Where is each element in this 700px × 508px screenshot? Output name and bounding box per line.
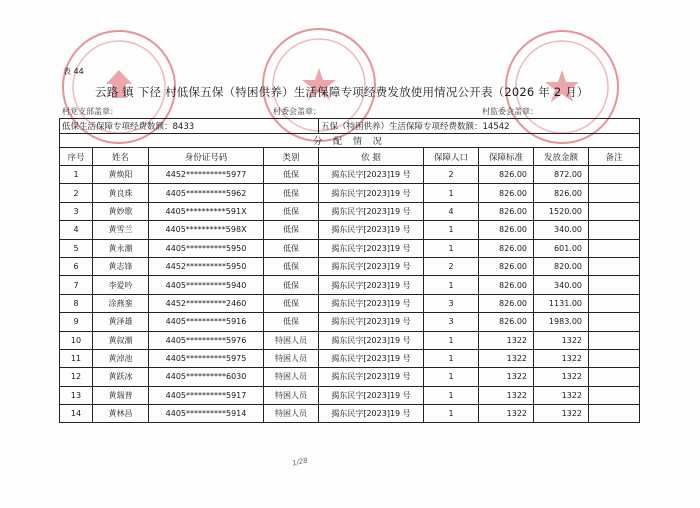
paid-amount: 826.00	[534, 184, 589, 202]
benefit-standard: 1322	[479, 331, 534, 349]
paid-amount: 872.00	[534, 166, 589, 184]
id-number: 4405**********598X	[149, 221, 264, 239]
table-row	[60, 294, 640, 312]
covered-people: 1	[424, 276, 479, 294]
table-row	[60, 257, 640, 275]
table-row	[60, 202, 640, 220]
row-number: 14	[60, 405, 93, 423]
column-header: 备注	[589, 148, 640, 166]
paid-amount: 820.00	[534, 257, 589, 275]
row-number: 5	[60, 239, 93, 257]
basis-document: 揭东民字[2023]19 号	[319, 368, 424, 386]
remark	[589, 257, 640, 275]
paid-amount: 601.00	[534, 239, 589, 257]
remark	[589, 276, 640, 294]
paid-amount: 340.00	[534, 221, 589, 239]
covered-people: 3	[424, 294, 479, 312]
category: 特困人员	[264, 331, 319, 349]
id-number: 4405**********6030	[149, 368, 264, 386]
id-number: 4405**********5962	[149, 184, 264, 202]
covered-people: 1	[424, 331, 479, 349]
village-seal-label: 村委会盖章：	[273, 107, 321, 116]
id-number: 4405**********5976	[149, 331, 264, 349]
row-number: 4	[60, 221, 93, 239]
allocation-table	[59, 118, 640, 423]
row-number: 9	[60, 313, 93, 331]
remark	[589, 368, 640, 386]
category: 低保	[264, 184, 319, 202]
basis-document: 揭东民字[2023]19 号	[319, 166, 424, 184]
basis-document: 揭东民字[2023]19 号	[319, 386, 424, 404]
remark	[589, 202, 640, 220]
id-number: 4405**********5917	[149, 386, 264, 404]
basis-document: 揭东民字[2023]19 号	[319, 294, 424, 312]
column-header: 身份证号码	[149, 148, 264, 166]
person-name: 涂燕銮	[93, 294, 149, 312]
benefit-standard: 826.00	[479, 184, 534, 202]
category: 低保	[264, 221, 319, 239]
basis-document: 揭东民字[2023]19 号	[319, 313, 424, 331]
paid-amount: 1520.00	[534, 202, 589, 220]
id-number: 4452**********5950	[149, 257, 264, 275]
remark	[589, 221, 640, 239]
paid-amount: 1322	[534, 331, 589, 349]
table-row	[60, 276, 640, 294]
remark	[589, 313, 640, 331]
page-title: 云路 镇 下径 村低保五保（特困供养）生活保障专项经费发放使用情况公开表（2026 年 2 月）	[95, 85, 589, 99]
benefit-standard: 826.00	[479, 294, 534, 312]
dibao-fund-amount: 低保生活保障专项经费数额：8433	[60, 119, 319, 134]
remark	[589, 386, 640, 404]
party-seal-label: 村党支部盖章：	[62, 107, 118, 116]
category: 特困人员	[264, 368, 319, 386]
remark	[589, 166, 640, 184]
basis-document: 揭东民字[2023]19 号	[319, 202, 424, 220]
basis-document: 揭东民字[2023]19 号	[319, 276, 424, 294]
paid-amount: 1322	[534, 368, 589, 386]
row-number: 8	[60, 294, 93, 312]
paid-amount: 1322	[534, 405, 589, 423]
basis-document: 揭东民字[2023]19 号	[319, 184, 424, 202]
person-name: 黄淖池	[93, 349, 149, 367]
paid-amount: 1131.00	[534, 294, 589, 312]
row-number: 3	[60, 202, 93, 220]
category: 特困人员	[264, 386, 319, 404]
id-number: 4405**********5916	[149, 313, 264, 331]
person-name: 黄良珠	[93, 184, 149, 202]
benefit-standard: 826.00	[479, 221, 534, 239]
category: 特困人员	[264, 349, 319, 367]
basis-document: 揭东民字[2023]19 号	[319, 331, 424, 349]
covered-people: 4	[424, 202, 479, 220]
row-number: 7	[60, 276, 93, 294]
table-row	[60, 166, 640, 184]
person-name: 黄志锋	[93, 257, 149, 275]
category: 特困人员	[264, 405, 319, 423]
benefit-standard: 826.00	[479, 257, 534, 275]
covered-people: 1	[424, 349, 479, 367]
section-header: 分 配 情 况	[60, 134, 640, 148]
remark	[589, 405, 640, 423]
section-header-row	[60, 134, 640, 148]
row-number: 11	[60, 349, 93, 367]
id-number: 4405**********5940	[149, 276, 264, 294]
person-name: 黄雪兰	[93, 221, 149, 239]
category: 低保	[264, 202, 319, 220]
column-header: 依 据	[319, 148, 424, 166]
remark	[589, 239, 640, 257]
benefit-standard: 826.00	[479, 202, 534, 220]
benefit-standard: 1322	[479, 368, 534, 386]
table-row	[60, 405, 640, 423]
id-number: 4405**********5914	[149, 405, 264, 423]
basis-document: 揭东民字[2023]19 号	[319, 257, 424, 275]
supervision-seal-label: 村监委会盖章：	[482, 107, 538, 116]
covered-people: 1	[424, 368, 479, 386]
covered-people: 1	[424, 405, 479, 423]
table-row	[60, 239, 640, 257]
person-name: 黄瑞普	[93, 386, 149, 404]
row-number: 10	[60, 331, 93, 349]
sheet-label: 表 44	[63, 67, 84, 76]
row-number: 12	[60, 368, 93, 386]
wubao-fund-amount: 五保（特困供养）生活保障专项经费数额：14542	[319, 119, 640, 134]
handwritten-mark: 1/28	[291, 456, 309, 468]
table-row	[60, 313, 640, 331]
paid-amount: 340.00	[534, 276, 589, 294]
basis-document: 揭东民字[2023]19 号	[319, 239, 424, 257]
table-row	[60, 221, 640, 239]
covered-people: 1	[424, 386, 479, 404]
column-header: 发放金额	[534, 148, 589, 166]
id-number: 4405**********5975	[149, 349, 264, 367]
person-name: 黄焕阳	[93, 166, 149, 184]
id-number: 4452**********5977	[149, 166, 264, 184]
paid-amount: 1322	[534, 386, 589, 404]
category: 低保	[264, 313, 319, 331]
covered-people: 1	[424, 221, 479, 239]
row-number: 1	[60, 166, 93, 184]
id-number: 4405**********5950	[149, 239, 264, 257]
table-row	[60, 184, 640, 202]
benefit-standard: 826.00	[479, 239, 534, 257]
column-header: 序号	[60, 148, 93, 166]
basis-document: 揭东民字[2023]19 号	[319, 221, 424, 239]
benefit-standard: 1322	[479, 349, 534, 367]
remark	[589, 294, 640, 312]
benefit-standard: 826.00	[479, 276, 534, 294]
category: 低保	[264, 276, 319, 294]
remark	[589, 349, 640, 367]
id-number: 4405**********591X	[149, 202, 264, 220]
category: 低保	[264, 239, 319, 257]
person-name: 李爱吟	[93, 276, 149, 294]
table-row	[60, 349, 640, 367]
id-number: 4452**********2460	[149, 294, 264, 312]
table-row	[60, 368, 640, 386]
benefit-standard: 826.00	[479, 313, 534, 331]
person-name: 黄永潮	[93, 239, 149, 257]
table-row	[60, 386, 640, 404]
row-number: 6	[60, 257, 93, 275]
person-name: 黄妙歌	[93, 202, 149, 220]
remark	[589, 331, 640, 349]
column-header: 姓名	[93, 148, 149, 166]
person-name: 黄跃冰	[93, 368, 149, 386]
paid-amount: 1322	[534, 349, 589, 367]
covered-people: 1	[424, 184, 479, 202]
covered-people: 1	[424, 239, 479, 257]
row-number: 2	[60, 184, 93, 202]
row-number: 13	[60, 386, 93, 404]
remark	[589, 184, 640, 202]
benefit-standard: 1322	[479, 386, 534, 404]
category: 低保	[264, 166, 319, 184]
column-header: 类别	[264, 148, 319, 166]
covered-people: 3	[424, 313, 479, 331]
category: 低保	[264, 294, 319, 312]
person-name: 黄叙潮	[93, 331, 149, 349]
basis-document: 揭东民字[2023]19 号	[319, 349, 424, 367]
person-name: 黄林昌	[93, 405, 149, 423]
column-header: 保障人口	[424, 148, 479, 166]
benefit-standard: 1322	[479, 405, 534, 423]
basis-document: 揭东民字[2023]19 号	[319, 405, 424, 423]
covered-people: 2	[424, 166, 479, 184]
covered-people: 2	[424, 257, 479, 275]
category: 低保	[264, 257, 319, 275]
table-row	[60, 331, 640, 349]
column-header: 保障标准	[479, 148, 534, 166]
benefit-standard: 826.00	[479, 166, 534, 184]
column-header-row	[60, 148, 640, 166]
fund-row	[60, 119, 640, 134]
person-name: 黄泽雄	[93, 313, 149, 331]
paid-amount: 1983.00	[534, 313, 589, 331]
